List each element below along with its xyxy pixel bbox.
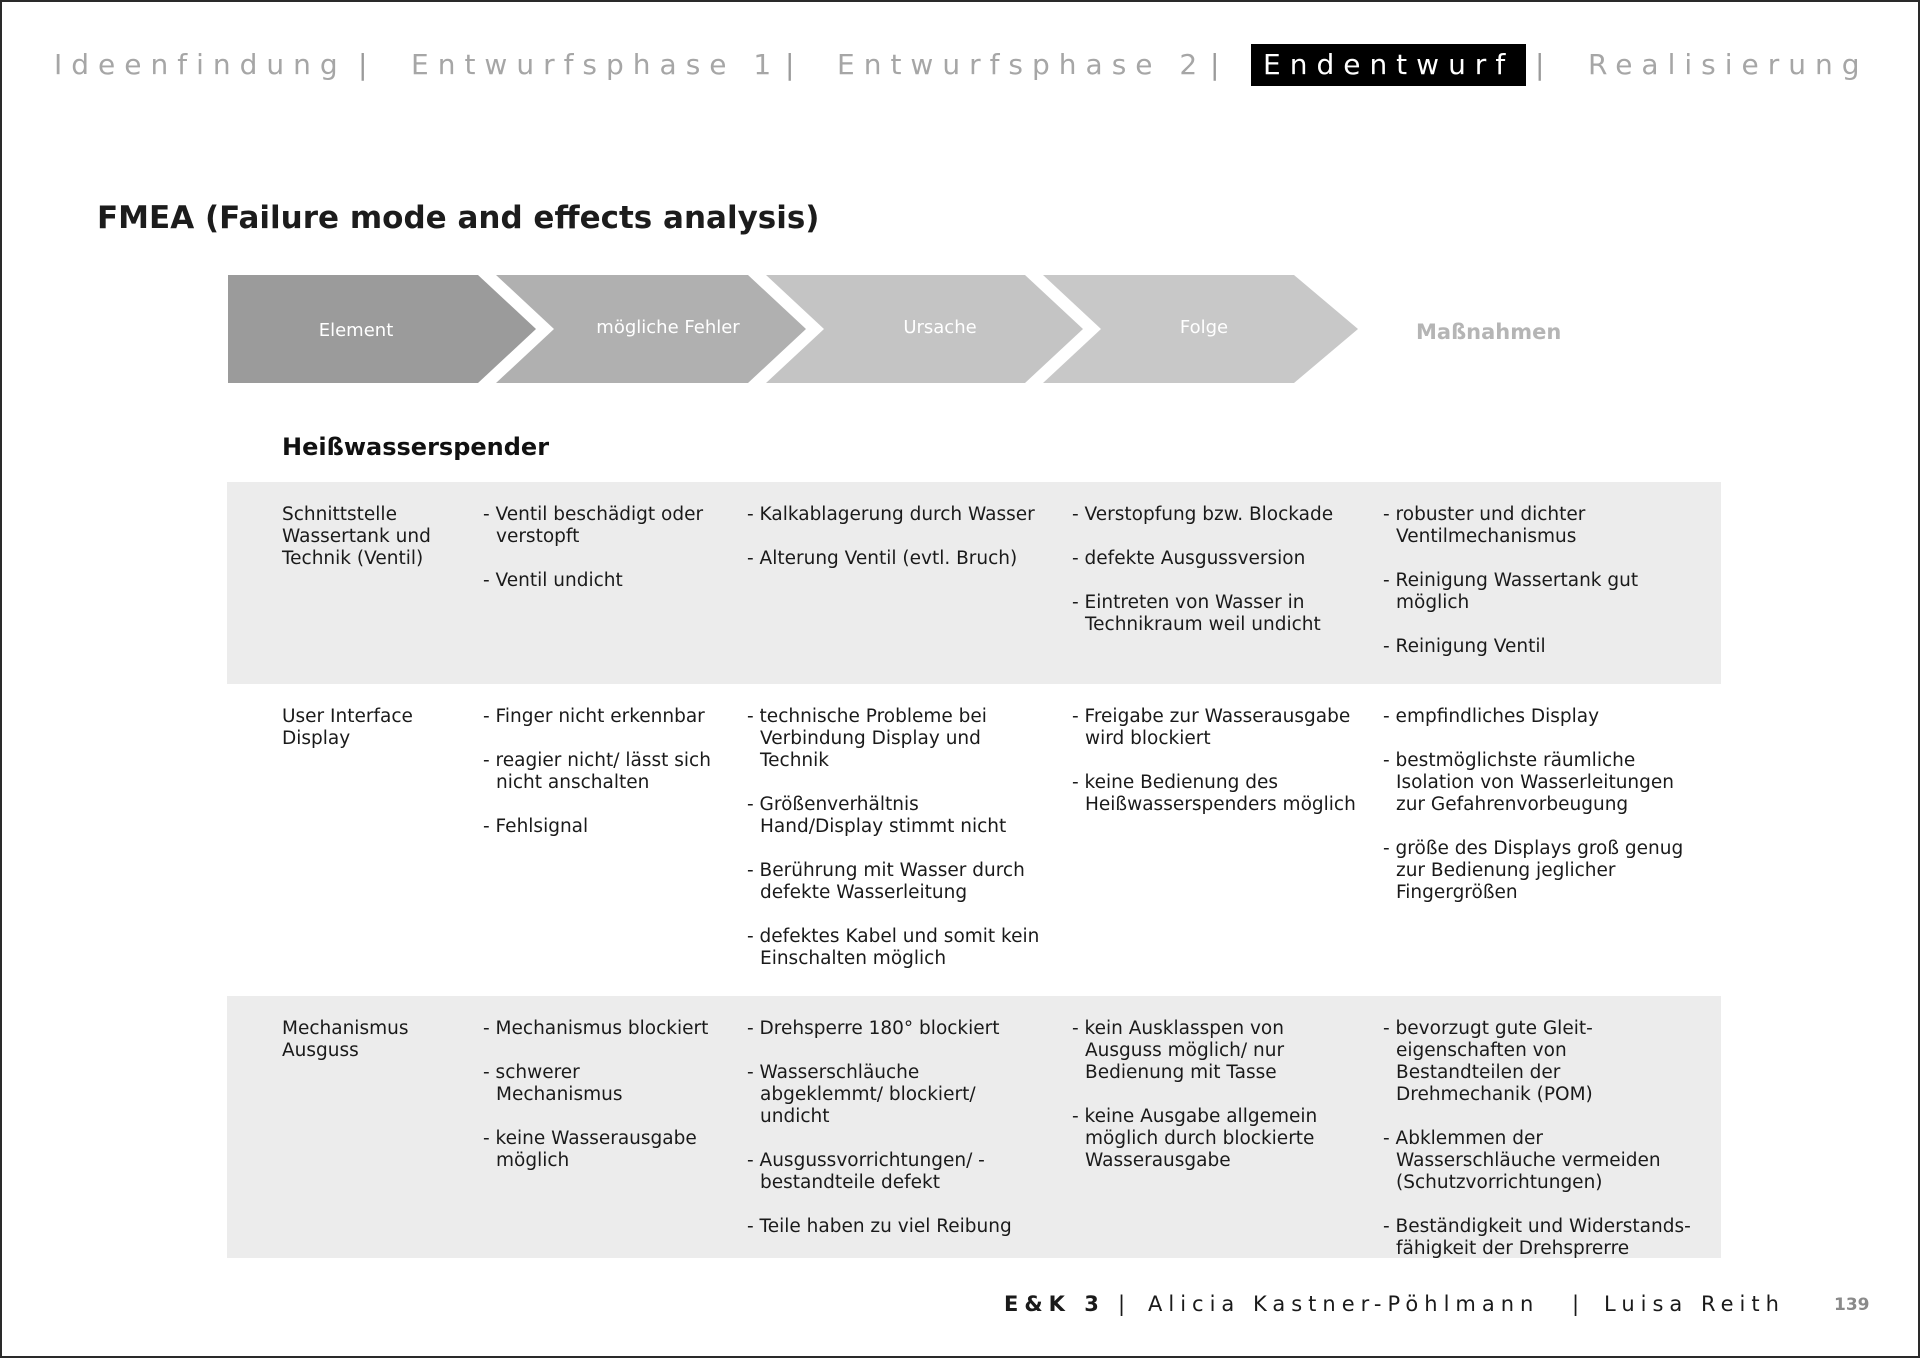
list-item: - Ventil undicht [483,570,623,591]
list-item: - empfindliches Display [1383,706,1600,727]
list-item: - Abklemmen der Wasserschläuche vermeiden (Schutzvorrichtungen) [1383,1128,1661,1193]
step-label-element: Element [318,320,394,341]
step-label-effect: Folge [1179,317,1229,338]
list-item: - Ventil beschädigt oder verstopft [483,504,704,547]
list-item: - bevorzugt gute Gleit-eigenschaften von Bestandteilen der Drehmechanik (POM) [1383,1018,1593,1105]
failures-cell [482,706,712,860]
list-item: - keine Wasserausgabe möglich [483,1128,697,1171]
causes-cell [746,504,1046,592]
measures-cell [1382,504,1692,680]
table-row [227,684,1721,996]
list-item: - technische Probleme bei Verbindung Display und Technik [747,706,987,771]
list-item: - keine Bedienung des Heißwasserspenders möglich [1072,772,1356,815]
failures-cell [482,504,712,614]
list-item: - Wasserschläuche abgeklemmt/ blockiert/ undicht [747,1062,976,1127]
list-item: - Finger nicht erkennbar [483,706,705,727]
list-item: - defektes Kabel und somit kein Einschalten möglich [747,926,1040,969]
causes-cell [746,706,1046,992]
list-item: - bestmöglichste räumliche Isolation von Wasserleitungen zur Gefahrenvorbeugung [1383,750,1675,815]
list-item: - Eintreten von Wasser in Technikraum weil undicht [1072,592,1321,635]
step-label-failures: mögliche Fehler [596,317,740,338]
section-title: Heißwasserspender [282,433,550,461]
footer-author-1: Alicia Kastner-Pöhlmann [1148,1292,1540,1316]
effects-cell [1071,504,1361,658]
page-title: FMEA (Failure mode and effects analysis) [97,200,820,236]
row-element: Schnittstelle Wassertank und Technik (Ventil) [282,504,431,569]
list-item: - robuster und dichter Ventilmechanismus [1383,504,1586,547]
causes-cell [746,1018,1046,1260]
list-item: - schwerer Mechanismus [483,1062,623,1105]
row-element: Mechanismus Ausguss [282,1018,409,1061]
table-row [227,996,1721,1258]
nav-separator: | [358,48,368,81]
page-number: 139 [1834,1295,1870,1315]
list-item: - Mechanismus blockiert [483,1018,709,1039]
failures-cell [482,1018,712,1194]
list-item: - größe des Displays groß genug zur Bedienung jeglicher Fingergrößen [1383,838,1684,903]
list-item: - Kalkablagerung durch Wasser [747,504,1035,525]
list-item: - Berührung mit Wasser durch defekte Wasserleitung [747,860,1025,903]
footer-separator: | [1118,1292,1126,1316]
fmea-table [227,482,1721,1258]
list-item: - Beständigkeit und Widerstands-fähigkeit der Drehsprerre [1383,1216,1691,1259]
process-chevrons [228,275,1628,383]
footer-separator: | [1572,1292,1580,1316]
list-item: - Ausgussvorrichtungen/ -bestandteile defekt [747,1150,985,1193]
list-item: - reagier nicht/ lässt sich nicht anschalten [483,750,711,793]
nav-separator: | [785,48,795,81]
list-item: - Verstopfung bzw. Blockade [1072,504,1334,525]
effects-cell [1071,1018,1361,1194]
list-item: - Freigabe zur Wasserausgabe wird blockiert [1072,706,1351,749]
nav-separator: | [1535,48,1545,81]
nav-item-endentwurf[interactable]: Endentwurf [1251,44,1526,86]
list-item: - Fehlsignal [483,816,589,837]
list-item: - Alterung Ventil (evtl. Bruch) [747,548,1018,569]
nav-item-entwurfsphase-2[interactable]: Entwurfsphase 2 [837,48,1207,81]
measures-cell [1382,706,1692,926]
list-item: - Teile haben zu viel Reibung [747,1216,1012,1237]
phase-navigation [0,44,1920,86]
measures-cell [1382,1018,1692,1282]
nav-item-ideenfindung[interactable]: Ideenfindung [54,48,347,81]
list-item: - Reinigung Wassertank gut möglich [1383,570,1639,613]
nav-separator: | [1210,48,1220,81]
step-label-measures: Maßnahmen [1416,320,1562,344]
list-item: - keine Ausgabe allgemein möglich durch blockierte Wasserausgabe [1072,1106,1318,1171]
footer-author-2: Luisa Reith [1604,1292,1785,1316]
nav-item-entwurfsphase-1[interactable]: Entwurfsphase 1 [411,48,781,81]
list-item: - defekte Ausgussversion [1072,548,1306,569]
row-element: User Interface Display [282,706,413,749]
effects-cell [1071,706,1361,838]
nav-item-realisierung[interactable]: Realisierung [1588,48,1869,81]
step-label-cause: Ursache [903,317,977,338]
list-item: - Größenverhältnis Hand/Display stimmt nicht [747,794,1007,837]
list-item: - Reinigung Ventil [1383,636,1546,657]
table-row [227,482,1721,684]
list-item: - Drehsperre 180° blockiert [747,1018,1000,1039]
footer-brand: E&K 3 [1004,1292,1105,1316]
list-item: - kein Ausklasspen von Ausguss möglich/ nur Bedienung mit Tasse [1072,1018,1285,1083]
